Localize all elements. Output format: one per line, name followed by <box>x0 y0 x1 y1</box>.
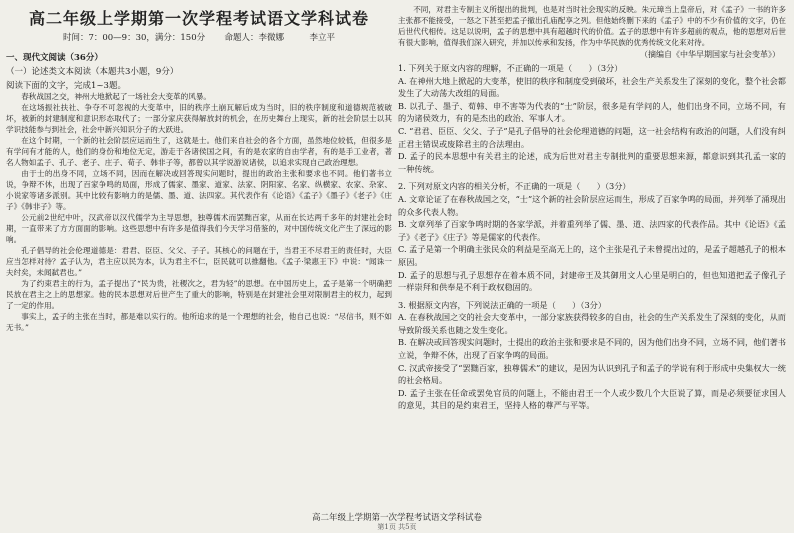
question-option: D. 孟子的民本思想中有关君主的论述，成为后世对君主专制批判的重要思想来源，都意识到其孔孟一家的一种传统。 <box>398 151 786 174</box>
question-2 <box>398 180 786 293</box>
passage-paragraph: 为了约束君主的行为，孟子提出了“民为贵，社稷次之，君为轻”的思想。在中国历史上，孟子是第一个明确把民放在君主之上的思想家。他的民本思想对后世产生了重大的影响，特别是在封建社会里对限制君主的权力，起到了一定的作用。 <box>6 279 392 310</box>
page-number: 第1页 共5页 <box>377 523 417 531</box>
question-option: C. 汉武帝接受了“罢黜百家，独尊儒术”的建议，是因为认识到孔子和孟子的学说有利于形成中央集权大一统的社会格局。 <box>398 362 786 386</box>
question-stem: 1. 下列关于原文内容的理解，不正确的一项是（ ）（3分） <box>398 63 623 73</box>
question-stem: 2. 下列对原文内容的相关分析，不正确的一项是（ ）（3分） <box>398 181 631 192</box>
question-option: A. 在春秋战国之交的社会大变革中，一部分家族获得较多的自由，社会的生产关系发生了深刻的变化，从而导致阶级关系也随之发生变化。 <box>398 312 786 335</box>
passage-paragraph: 春秋战国之交，神州大地掀起了一场社会大变革的风暴。 <box>21 92 212 101</box>
question-option: B. 文章列举了百家争鸣时期的各家学派，并着重列举了儒、墨、道、法四家的代表作品。其中《论语》《孟子》《老子》《庄子》等是儒家的代表作。 <box>398 219 786 242</box>
passage-paragraph: 在这个时期，一个新的社会阶层应运而生了，这就是士。他们来自社会的各个方面，虽然地位较低，但很多是有学问有才能的人，他们的身份和地位无定，游走于各诸侯国之间，有的是农家的自由学者，有的是手工业者，著名人物如孟子、孔子、老子、庄子、荀子、韩非子等，都曾以其学说游说诸侯，以追求实现自己政治理想。 <box>6 136 392 167</box>
footer-title: 高二年级上学期第一次学程考试语文学科试卷 <box>311 513 482 523</box>
passage-source: （摘编自《中华早期国家与社会变革》） <box>640 50 780 59</box>
passage-paragraph: 孔子倡导的社会伦理道德是：君君、臣臣、父父、子子。其核心的问题在于，当君王不尽君王的责任时，大臣应当怎样对待？孟子认为，君主应以民为本，认为君主不仁，臣民就可以推翻他。《孟子·梁惠王下》中说：“闻诛一夫纣矣，未闻弑君也。” <box>6 246 392 277</box>
question-option: A. 在神州大地上掀起的大变革，使旧的秩序和制度受到破坏，社会生产关系发生了深刻的变化，整个社会都发生了大动荡大改组的局面。 <box>398 75 786 99</box>
subsection-heading: （一）论述类文本阅读（本题共3小题，9分） <box>6 67 179 77</box>
question-option: C. 孟子是第一个明确主张民众的利益是至高无上的，这个主张是孔子未曾提出过的，是孟子超越孔子的根本原因。 <box>398 244 786 267</box>
exam-meta <box>6 31 392 43</box>
question-option: C. “君君、臣臣、父父、子子”是孔子倡导的社会伦理道德的问题，这一社会结构有政治的问题，人们没有纠正君主错误或废除君主的合法理由。 <box>398 125 786 149</box>
exam-title: 高二年级上学期第一次学程考试语文学科试卷 <box>28 9 369 28</box>
passage-paragraph: 事实上，孟子的主张在当时，都是难以实行的。他所追求的是一个理想的社会，他自己也说：“尽信书，则不如无书。” <box>6 312 392 332</box>
passage-paragraph: 由于士的出身不同，立场不同，因而在解决或回答现实问题时，提出的政治主张和要求也不同。他们著书立说，争辩不休，出现了百家争鸣的局面，形成了儒家、墨家、道家、法家、阴阳家、名家、纵横家、农家、杂家、小说家等诸多派别。其中比较有影响力的是儒、墨、道、法四家。其代表作有《论语》《孟子》《墨子》《老子》《庄子》《韩非子》等。 <box>6 169 392 211</box>
left-column <box>6 0 392 533</box>
question-stem: 3. 根据原文内容，下列说法正确的一项是（ ）（3分） <box>398 299 607 310</box>
passage-paragraph: 在这场振社扶社、争夺不可忽视的大变革中，旧的秩序土崩瓦解后成为当时，旧的秩序制度和道德规范被破坏，被新的封建制度和意识形态取代了；一部分家庆获得解放封的机会，在历史舞台上现实，新的社会阶层士以其学识技能参与到社会，社会中新兴知识分子的大跃进。 <box>6 103 392 134</box>
question-option: B. 以孔子、墨子、荀韩、申不害等为代表的“士”阶层，很多是有学问的人，他们出身不同，立场不同，有的为诸侯效力，有的是杰出的政治、军事人才。 <box>398 100 786 124</box>
question-option: A. 文章论证了在春秋战国之交，“士”这个新的社会阶层应运而生，形成了百家争鸣的局面，并列举了涌现出的众多代表人物。 <box>398 193 786 217</box>
question-option: B. 在解决或回答现实问题时，士提出的政治主张和要求是不同的，因为他们出身不同，立场不同，他们著书立说，争辩不休，出现了百家争鸣的局面。 <box>398 337 786 361</box>
exam-authors: 命题人：李微娜 李立平 <box>224 33 336 43</box>
exam-time: 时间：7：00—9：30，满分：150分 <box>62 33 206 43</box>
reading-instruction: 阅读下面的文字，完成1~3题。 <box>6 81 126 91</box>
section-heading: 一、现代文阅读（36分） <box>6 53 103 63</box>
passage-paragraph: 公元前2世纪中叶，汉武帝以汉代儒学为主导思想，独尊儒术而罢黜百家，从而在长达两千多年的封建社会时期，一直带来了方方面面的影响。这些思想中有许多是值得我们今天学习借鉴的，对中国传统文化产生了深远的影响。 <box>6 213 392 244</box>
question-3 <box>398 299 786 412</box>
question-option: D. 孟子的思想与孔子思想存在着本质不同，封建帝王及其御用文人心里是明白的，但也知道把孟子像孔子一样崇拜和供奉是不利于政权稳固的。 <box>398 269 786 293</box>
right-column <box>398 0 786 533</box>
question-option: D. 孟子主张在任命或罢免官员的问题上，不能由君王一个人或少数几个大臣说了算，而是必须要征求国人的意见，其目的是约束君王，坚持人格的尊严与平等。 <box>398 387 786 411</box>
passage-paragraph: 不同，对君主专制主义所提出的批判，也是对当时社会现实的反映。朱元璋当上皇帝后，对《孟子》一书的许多主张都不能接受，一怒之下甚至把孟子撤出孔庙配享之列。但他始终删下来的《孟子》中的不少有价值的文字，仍在后世代代相传。这足以说明，孟子的思想中具有超越时代的价值。孟子的思想中有许多超前的观点，他的思想对后世有很大影响，值得我们深入研究，并加以传承和发扬，作为中华民族的优秀传统文化来对待。 <box>398 5 786 47</box>
question-1 <box>398 62 786 175</box>
